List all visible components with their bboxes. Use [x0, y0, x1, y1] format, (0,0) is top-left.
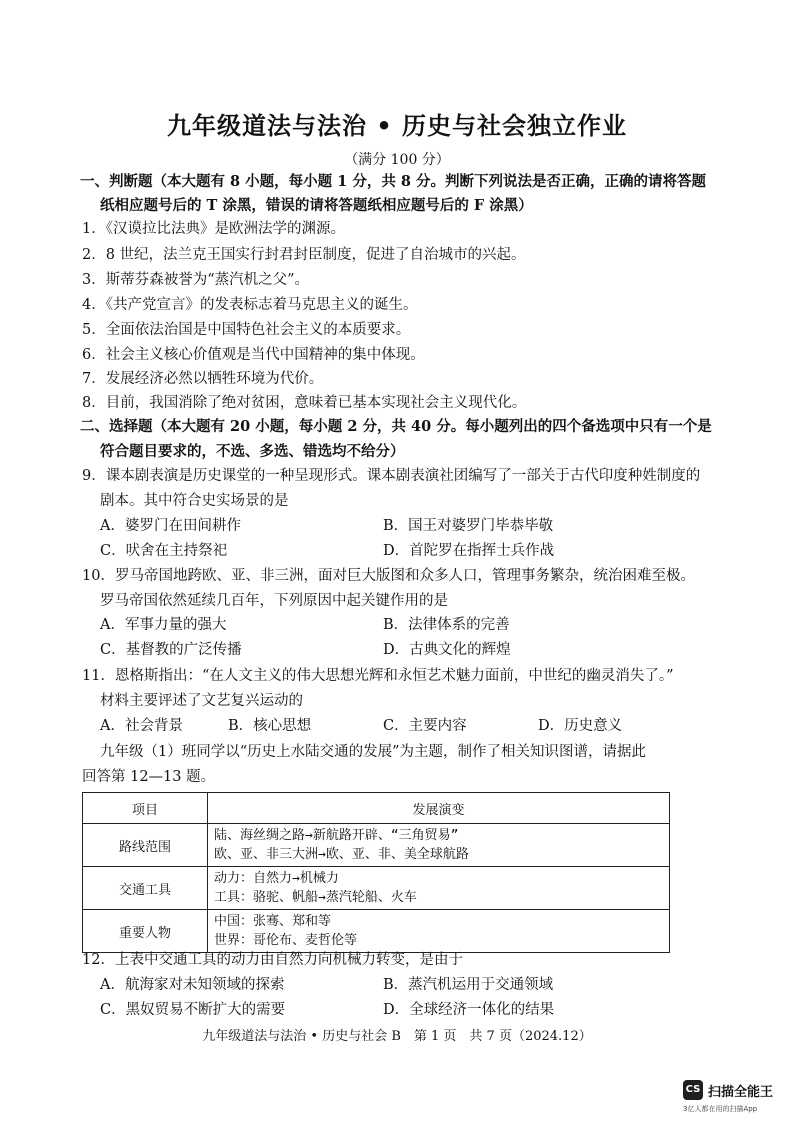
section1-heading-line1: 一、判断题（本大题有 8 小题，每小题 1 分，共 8 分。判断下列说法是否正确，正确的请将答题	[80, 173, 707, 190]
judgment-item: 5．全面依法治国是中国特色社会主义的本质要求。	[82, 322, 411, 338]
table-row	[83, 824, 670, 867]
option-b: B．蒸汽机运用于交通领域	[383, 977, 554, 993]
column-header-development: 发展演变	[208, 793, 670, 824]
camscanner-logo-icon: CS	[683, 1080, 703, 1100]
table-row	[83, 867, 670, 910]
table-cell-development	[208, 867, 670, 910]
section2-heading-line2: 符合题目要求的，不选、多选、错选均不给分）	[100, 443, 405, 460]
judgment-item: 1．《汉谟拉比法典》是欧洲法学的渊源。	[82, 221, 345, 237]
option-c: C．吠舍在主持祭祀	[100, 543, 228, 559]
option-b: B．核心思想	[228, 718, 312, 734]
scanner-app-name: 扫描全能王	[708, 1085, 774, 1100]
section1-heading-line2: 纸相应题号后的 T 涂黑，错误的请将答题纸相应题号后的 F 涂黑）	[100, 197, 533, 214]
question-stem: 剧本。其中符合史实场景的是	[100, 493, 289, 509]
intro-line: 九年级（1）班同学以“历史上水陆交通的发展”为主题，制作了相关知识图谱，请据此	[100, 744, 647, 760]
question-stem: 10．罗马帝国地跨欧、亚、非三洲，面对巨大版图和众多人口，管理事务繁杂，统治困难至极。	[82, 568, 695, 584]
option-b: B．法律体系的完善	[383, 617, 510, 633]
judgment-item: 6．社会主义核心价值观是当代中国精神的集中体现。	[82, 347, 425, 363]
option-c: C．黑奴贸易不断扩大的需要	[100, 1002, 286, 1018]
option-d: D．首陀罗在指挥士兵作战	[383, 543, 555, 559]
judgment-item: 3．斯蒂芬森被誉为“蒸汽机之父”。	[82, 272, 310, 288]
option-d: D．全球经济一体化的结果	[383, 1002, 555, 1018]
option-a: A．航海家对未知领域的探索	[100, 977, 285, 993]
table-cell-development	[208, 910, 670, 953]
development-line: 动力：自然力→机械力	[214, 871, 339, 886]
knowledge-table	[82, 792, 670, 953]
judgment-item: 8．目前，我国消除了绝对贫困，意味着已基本实现社会主义现代化。	[82, 395, 527, 411]
judgment-item: 4．《共产党宣言》的发表标志着马克思主义的诞生。	[82, 297, 418, 313]
question-stem: 11．恩格斯指出：“在人文主义的伟大思想光辉和永恒艺术魅力面前，中世纪的幽灵消失了。”	[82, 668, 674, 684]
table-cell-item: 交通工具	[83, 867, 208, 910]
table-row	[83, 910, 670, 953]
development-line: 世界：哥伦布、麦哲伦等	[214, 933, 358, 948]
development-line: 中国：张骞、郑和等	[214, 914, 332, 929]
page-subtitle: （满分 100 分）	[344, 152, 450, 168]
option-a: A．军事力量的强大	[100, 617, 227, 633]
table-cell-development	[208, 824, 670, 867]
page-title: 九年级道法与法治 • 历史与社会独立作业	[166, 112, 628, 140]
intro-line: 回答第 12—13 题。	[82, 769, 216, 785]
section2-heading-line1: 二、选择题（本大题有 20 小题，每小题 2 分，共 40 分。每小题列出的四个备选项中只有一个是	[80, 418, 712, 435]
judgment-item: 7．发展经济必然以牺牲环境为代价。	[82, 371, 324, 387]
question-stem: 9．课本剧表演是历史课堂的一种呈现形式。课本剧表演社团编写了一部关于古代印度种姓制度的	[82, 468, 701, 484]
question-stem: 罗马帝国依然延续几百年，下列原因中起关键作用的是	[100, 593, 448, 609]
column-header-item: 项目	[83, 793, 208, 824]
development-line: 欧、亚、非三大洲→欧、亚、非、美全球航路	[214, 847, 469, 862]
table-header-row	[83, 793, 670, 824]
judgment-item: 2．8 世纪，法兰克王国实行封君封臣制度，促进了自治城市的兴起。	[82, 247, 526, 263]
development-line: 陆、海丝绸之路→新航路开辟、“三角贸易”	[214, 828, 459, 843]
option-a: A．婆罗门在田间耕作	[100, 518, 241, 534]
development-line: 工具：骆驼、帆船→蒸汽轮船、火车	[214, 890, 417, 905]
option-a: A．社会背景	[100, 718, 183, 734]
option-d: D．历史意义	[538, 718, 623, 734]
question-stem: 12．上表中交通工具的动力由自然力向机械力转变，是由于	[82, 952, 463, 968]
scanner-slogan: 3亿人都在用的扫描App	[683, 1105, 758, 1113]
page-footer: 九年级道法与法治 • 历史与社会 B 第 1 页 共 7 页（2024.12）	[202, 1029, 592, 1044]
table-cell-item: 路线范围	[83, 824, 208, 867]
option-c: C．基督教的广泛传播	[100, 642, 242, 658]
option-b: B．国王对婆罗门毕恭毕敬	[383, 518, 554, 534]
option-c: C．主要内容	[383, 718, 467, 734]
option-d: D．古典文化的辉煌	[383, 642, 511, 658]
question-stem: 材料主要评述了文艺复兴运动的	[100, 693, 303, 709]
table-cell-item: 重要人物	[83, 910, 208, 953]
